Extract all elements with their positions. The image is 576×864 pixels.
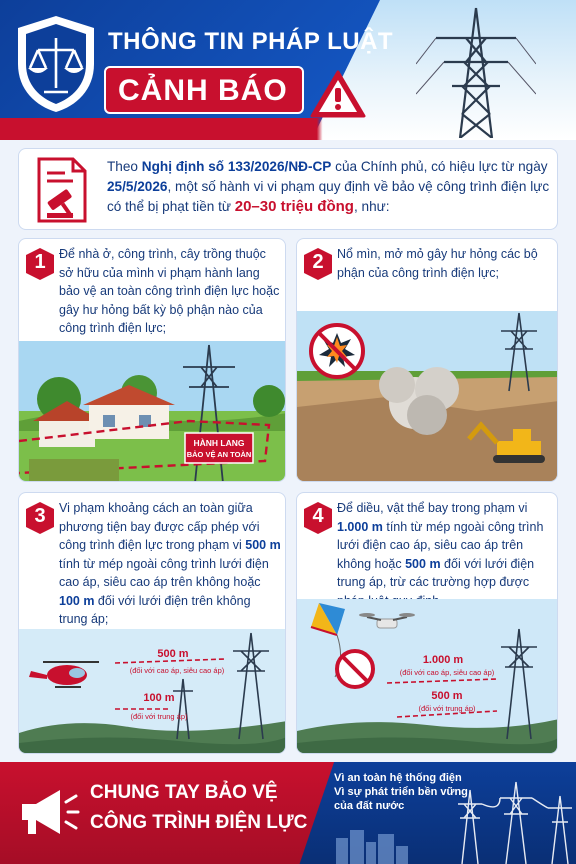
page-title: THÔNG TIN PHÁP LUẬT <box>108 28 394 55</box>
kite-drone-distance-illustration <box>297 599 558 754</box>
intro-text-part: , như: <box>353 199 390 214</box>
item-text-part: tính từ mép ngoài công trình lưới điện cao áp, siêu cao áp trên không hoặc <box>337 519 544 571</box>
warning-triangle-icon <box>310 70 366 118</box>
violation-card-4 <box>296 492 558 754</box>
item-text-part: tính từ mép ngoài công trình lưới điện cao áp, siêu cao áp trên không hoặc <box>59 556 269 589</box>
corridor-sign-line2: BẢO VỆ AN TOÀN <box>186 450 252 459</box>
explosion-quarry-illustration <box>297 311 558 482</box>
item-text: Nổ mìn, mở mỏ gây hư hỏng các bộ phận của công trình điện lực; <box>337 247 538 280</box>
footer-tagline-2: Vì sự phát triển bền vững <box>334 786 468 798</box>
intro-text-part: của Chính phủ, có hiệu lực từ ngày <box>331 159 548 174</box>
footer-tagline-1: Vì an toàn hệ thống điện <box>334 772 462 784</box>
house-corridor-illustration <box>19 341 286 482</box>
item-text-part: Để diều, vật thể bay trong phạm vi <box>337 501 528 515</box>
distance-highlight: 1.000 m <box>337 519 383 534</box>
distance-label-high: 500 m <box>157 648 189 660</box>
item-text <box>337 499 553 610</box>
decree-number: Nghị định số 133/2026/NĐ-CP <box>141 159 332 174</box>
violation-card-1 <box>18 238 286 482</box>
power-pylon-icon <box>416 4 536 138</box>
violation-card-3 <box>18 492 286 754</box>
header-banner <box>0 0 576 140</box>
intro-text-part: , một số hành vi vi phạm quy định về bảo vệ công trình điện lực có thể bị phạt tiền từ <box>107 179 550 214</box>
item-number: 3 <box>34 505 46 527</box>
intro-box <box>18 148 558 230</box>
item-text-part: đối với lưới điện trung áp, trừ các trường hợp được <box>337 556 535 589</box>
footer-slogan-line1: CHUNG TAY BẢO VỆ <box>90 782 278 803</box>
item-text-part: Vi phạm khoảng cách an toàn giữa phương tiện bay được cấp phép với công trình điện lực trong phạm vi <box>59 501 260 552</box>
megaphone-icon <box>14 782 80 842</box>
distance-label-medium: 100 m <box>143 692 175 704</box>
fine-amount: 20–30 triệu đồng <box>234 198 354 215</box>
legal-document-gavel-icon <box>33 157 91 223</box>
distance-highlight: 500 m <box>245 538 281 552</box>
distance-note-high: (đối với cao áp, siêu cao áp) <box>129 666 225 675</box>
distance-note-medium: (đối với trung áp) <box>418 704 476 713</box>
item-text-part: đối với lưới điện trên không trung áp; <box>59 593 251 626</box>
distance-note-medium: (đối với trung áp) <box>130 712 188 721</box>
justice-scale-shield-icon <box>14 14 98 114</box>
item-number: 1 <box>34 251 46 273</box>
distance-label-medium: 500 m <box>431 690 463 702</box>
item-text: Để nhà ở, công trình, cây trồng thuộc sở hữu của mình vi phạm hành lang bảo vệ an toàn công trình điện lực hoặc gây hư hỏng bất kỳ bộ phận nào của công trình điện lực; <box>59 247 280 335</box>
violation-card-2 <box>296 238 558 482</box>
footer-tagline-3: của đất nước <box>334 800 405 812</box>
effective-date: 25/5/2026 <box>107 179 168 194</box>
city-skyline-pylons-icon <box>330 776 576 864</box>
distance-label-high: 1.000 m <box>422 654 464 666</box>
item-number: 2 <box>312 251 324 273</box>
corridor-sign-line1: HÀNH LANG <box>193 438 245 448</box>
distance-highlight: 500 m <box>405 556 441 571</box>
helicopter-distance-illustration <box>19 629 286 754</box>
footer-slogan-line2: CÔNG TRÌNH ĐIỆN LỰC <box>90 812 308 833</box>
intro-text-part: Theo <box>107 159 142 174</box>
item-number: 4 <box>312 505 324 527</box>
warning-title: CẢNH BÁO <box>118 74 288 107</box>
intro-text <box>107 157 551 217</box>
distance-note-high: (đối với cao áp, siêu cao áp) <box>399 668 495 677</box>
distance-highlight: 100 m <box>59 593 95 608</box>
item-text <box>59 499 281 629</box>
